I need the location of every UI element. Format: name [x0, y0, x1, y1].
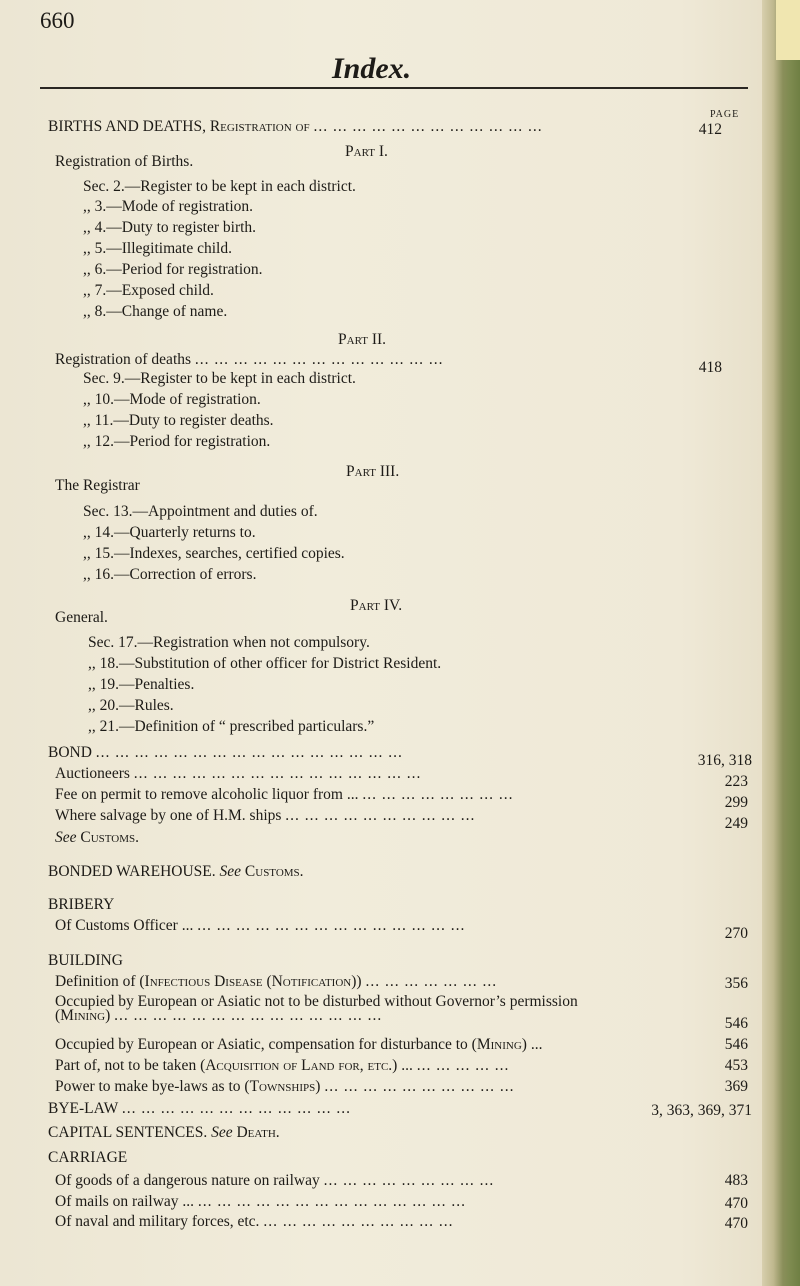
part-title-4: General.: [55, 609, 108, 626]
page-ref-deaths: 418: [698, 359, 722, 376]
list-item: Sec. 9.—Register to be kept in each district.: [83, 370, 356, 387]
list-item: ,, 5.—Illegitimate child.: [83, 240, 232, 257]
heading-capital-sentences: CAPITAL SENTENCES. See Death.: [48, 1124, 280, 1141]
page-ref: 483: [724, 1172, 748, 1189]
page-title: Index.: [332, 52, 412, 85]
list-item: ,, 12.—Period for registration.: [83, 433, 271, 450]
heading-bond: BOND ... ... ... ... ... ... ... ... ... ... ... ... ... ... ... ...: [48, 744, 403, 761]
list-item: ,, 14.—Quarterly returns to.: [83, 524, 256, 541]
list-item: ,, 10.—Mode of registration.: [83, 391, 261, 408]
list-item: Power to make bye-laws as to (Townships) ... ... ... ... ... ... ... ... ... ...: [55, 1078, 515, 1095]
list-item: Of goods of a dangerous nature on railway ... ... ... ... ... ... ... ... ...: [55, 1172, 495, 1189]
page-edge-highlight: [776, 0, 800, 60]
list-item: Occupied by European or Asiatic, compensation for disturbance to (Mining) ...: [55, 1036, 543, 1053]
leader-dots: ... ... ... ... ... ... ... ... ... ... ... ...: [313, 118, 543, 135]
list-item: Sec. 13.—Appointment and duties of.: [83, 503, 318, 520]
list-item: Sec. 2.—Register to be kept in each district.: [83, 178, 356, 195]
heading-building: BUILDING: [48, 952, 123, 969]
header-rule: [40, 87, 748, 89]
list-item-continued: (Mining) ... ... ... ... ... ... ... ... ... ... ... ... ... ...: [55, 1007, 383, 1024]
page-ref: 356: [724, 975, 748, 992]
part-title-3: The Registrar: [55, 477, 140, 494]
list-item: ,, 8.—Change of name.: [83, 303, 228, 320]
page-ref: 546: [724, 1036, 748, 1053]
page-ref: 470: [724, 1195, 748, 1212]
list-item: ,, 19.—Penalties.: [88, 676, 195, 693]
heading-text: BIRTHS AND DEATHS,: [48, 118, 206, 135]
list-item: Where salvage by one of H.M. ships ... ... ... ... ... ... ... ... ... ...: [55, 807, 476, 824]
page-ref-bye-law: 3, 363, 369, 371: [651, 1102, 752, 1119]
heading-bye-law: BYE-LAW ... ... ... ... ... ... ... ... ... ... ... ...: [48, 1100, 351, 1117]
page-ref: 546: [724, 1015, 748, 1032]
list-item: Fee on permit to remove alcoholic liquor from ... ... ... ... ... ... ... ... ...: [55, 786, 514, 803]
page-ref: 453: [724, 1057, 748, 1074]
heading-carriage: CARRIAGE: [48, 1149, 128, 1166]
list-item: ,, 4.—Duty to register birth.: [83, 219, 257, 236]
list-item: Part of, not to be taken (Acquisition of Land for, etc.) ... ... ... ... ... ...: [55, 1057, 510, 1074]
list-item: Occupied by European or Asiatic not to be disturbed without Governor’s permission: [55, 993, 578, 1010]
heading-bribery: BRIBERY: [48, 896, 115, 913]
list-item: ,, 7.—Exposed child.: [83, 282, 214, 299]
list-item: ,, 3.—Mode of registration.: [83, 198, 254, 215]
list-item: ,, 6.—Period for registration.: [83, 261, 263, 278]
heading-sc: Registration of: [209, 118, 310, 135]
page-ref: 299: [724, 794, 748, 811]
page-ref: 369: [724, 1078, 748, 1095]
part-title-2: Registration of deaths ... ... ... ... ... ... ... ... ... ... ... ... ...: [55, 351, 444, 368]
page-ref: 223: [724, 773, 748, 790]
list-item: Of naval and military forces, etc. ... ... ... ... ... ... ... ... ... ...: [55, 1213, 454, 1230]
page-column-label: PAGE: [710, 109, 740, 120]
page-ref: 270: [724, 925, 748, 942]
page-ref-births: 412: [698, 121, 722, 138]
part-label-3: Part III.: [346, 463, 400, 480]
list-item: Sec. 17.—Registration when not compulsory.: [88, 634, 370, 651]
see-also: See Customs.: [55, 829, 140, 846]
list-item: Definition of (Infectious Disease (Notification)) ... ... ... ... ... ... ...: [55, 973, 498, 990]
heading-births-deaths: [48, 118, 543, 136]
list-item: ,, 21.—Definition of “ prescribed particulars.”: [88, 718, 375, 735]
part-label-4: Part IV.: [350, 597, 403, 614]
page-ref-bond: 316, 318: [697, 752, 752, 769]
list-item: Of mails on railway ... ... ... ... ... ... ... ... ... ... ... ... ... ... ...: [55, 1193, 467, 1210]
page-ref: 249: [724, 815, 748, 832]
heading-bonded-warehouse: BONDED WAREHOUSE. See Customs.: [48, 863, 304, 880]
list-item: ,, 20.—Rules.: [88, 697, 174, 714]
list-item: Auctioneers ... ... ... ... ... ... ... ... ... ... ... ... ... ... ...: [55, 765, 422, 782]
page-ref: 470: [724, 1215, 748, 1232]
part-title-1: Registration of Births.: [55, 153, 194, 170]
page-number: 660: [40, 8, 75, 33]
part-label-2: Part II.: [338, 331, 387, 348]
list-item: ,, 16.—Correction of errors.: [83, 566, 257, 583]
list-item: ,, 15.—Indexes, searches, certified copies.: [83, 545, 345, 562]
list-item: Of Customs Officer ... ... ... ... ... ... ... ... ... ... ... ... ... ... ...: [55, 917, 466, 934]
part-label-1: Part I.: [345, 143, 388, 160]
page-edge: [762, 0, 800, 1286]
list-item: ,, 18.—Substitution of other officer for District Resident.: [88, 655, 442, 672]
list-item: ,, 11.—Duty to register deaths.: [83, 412, 274, 429]
